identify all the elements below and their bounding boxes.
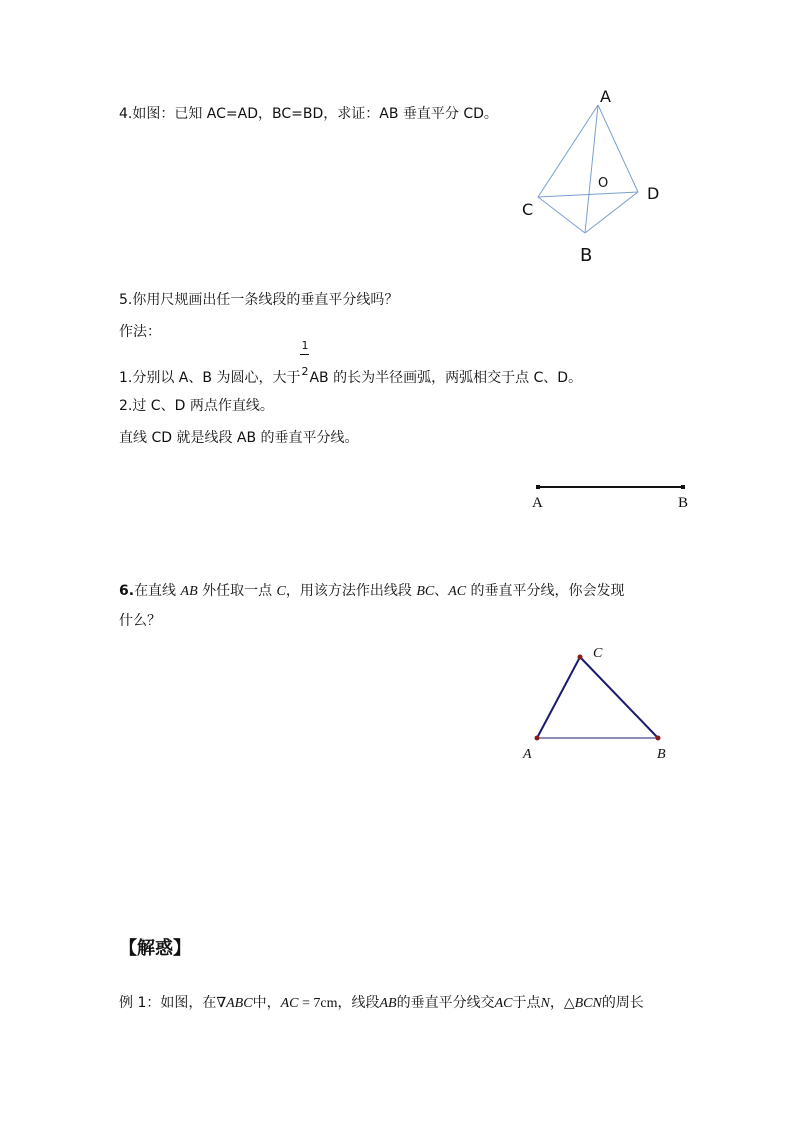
vertex-a — [535, 736, 540, 741]
question-5-text: 5.你用尺规画出任一条线段的垂直平分线吗？ — [119, 292, 399, 308]
fraction-numerator: 1 — [301, 339, 309, 352]
vertex-b — [656, 736, 661, 741]
vertex-c — [578, 655, 583, 660]
q6-number: 6. — [119, 583, 135, 599]
q6-c: C — [276, 584, 286, 599]
question-6-line-2: 什么？ — [119, 613, 161, 629]
ex1-ac: AC — [280, 996, 299, 1011]
q6-bc: BC — [416, 584, 435, 599]
q6-part-1: 在直线 — [134, 583, 181, 599]
fraction-denominator: 2 — [301, 365, 309, 378]
method-conclusion: 直线 CD 就是线段 AB 的垂直平分线。 — [119, 430, 359, 446]
method-title: 作法： — [119, 324, 161, 340]
segment-label-a: A — [532, 495, 543, 511]
figure-segment-ab — [525, 475, 700, 515]
section-title: 【解惑】 — [119, 938, 191, 959]
label-d: D — [647, 184, 660, 203]
endpoint-a — [536, 485, 540, 489]
ex1-part-6: ， — [549, 995, 564, 1011]
method-step-1 — [119, 339, 583, 388]
ex1-triangle-abc: ∇ABC — [216, 996, 253, 1011]
ex1-part-7: 的周长 — [601, 995, 644, 1011]
ex1-triangle-bcn: △BCN — [563, 996, 602, 1011]
segment-bd — [585, 192, 638, 233]
question-4-text: 4.如图：已知 AC=AD，BC=BD，求证：AB 垂直平分 CD。 — [119, 106, 498, 122]
q6-ab: AB — [180, 584, 198, 599]
ex1-n: N — [540, 996, 550, 1011]
q6-part-3: ，用该方法作出线段 — [285, 583, 417, 599]
q6-part-2: 外任取一点 — [197, 583, 277, 599]
triangle-label-b: B — [657, 747, 666, 762]
question-6-line-1 — [119, 581, 625, 602]
ex1-part-1: 例 1：如图，在 — [119, 995, 217, 1011]
ex1-ac-2: AC — [494, 996, 513, 1011]
example-1-text — [119, 993, 644, 1014]
ex1-eq: = 7cm — [298, 996, 338, 1011]
figure-triangle-abc — [515, 640, 680, 770]
method-step-2: 2.过 C、D 两点作直线。 — [119, 398, 274, 414]
segment-ac — [538, 105, 598, 197]
diagonal-cd — [538, 192, 638, 197]
segment-bc — [538, 197, 585, 233]
triangle-label-c: C — [593, 646, 603, 661]
label-c: C — [522, 200, 534, 219]
ex1-part-5: 于点 — [512, 995, 541, 1011]
step1-before: 1.分别以 A、B 为圆心，大于 — [119, 370, 301, 386]
figure-quadrilateral — [510, 85, 670, 270]
label-a: A — [600, 87, 611, 106]
q6-part-5: 的垂直平分线，你会发现 — [466, 583, 625, 599]
ex1-part-4: 的垂直平分线交 — [396, 995, 495, 1011]
segment-label-b: B — [678, 495, 689, 511]
ex1-ab: AB — [379, 996, 397, 1011]
side-bc — [580, 657, 658, 738]
label-o: O — [598, 176, 609, 191]
q6-ac: AC — [448, 584, 467, 599]
label-b: B — [580, 245, 593, 266]
side-ac — [537, 657, 580, 738]
endpoint-b — [681, 485, 685, 489]
step1-after: AB 的长为半径画弧，两弧相交于点 C、D。 — [309, 370, 583, 386]
triangle-label-a: A — [523, 747, 532, 762]
q6-part-4: 、 — [434, 583, 449, 599]
ex1-part-3: ，线段 — [337, 995, 380, 1011]
diagonal-ab — [585, 105, 598, 233]
ex1-part-2: 中， — [252, 995, 281, 1011]
